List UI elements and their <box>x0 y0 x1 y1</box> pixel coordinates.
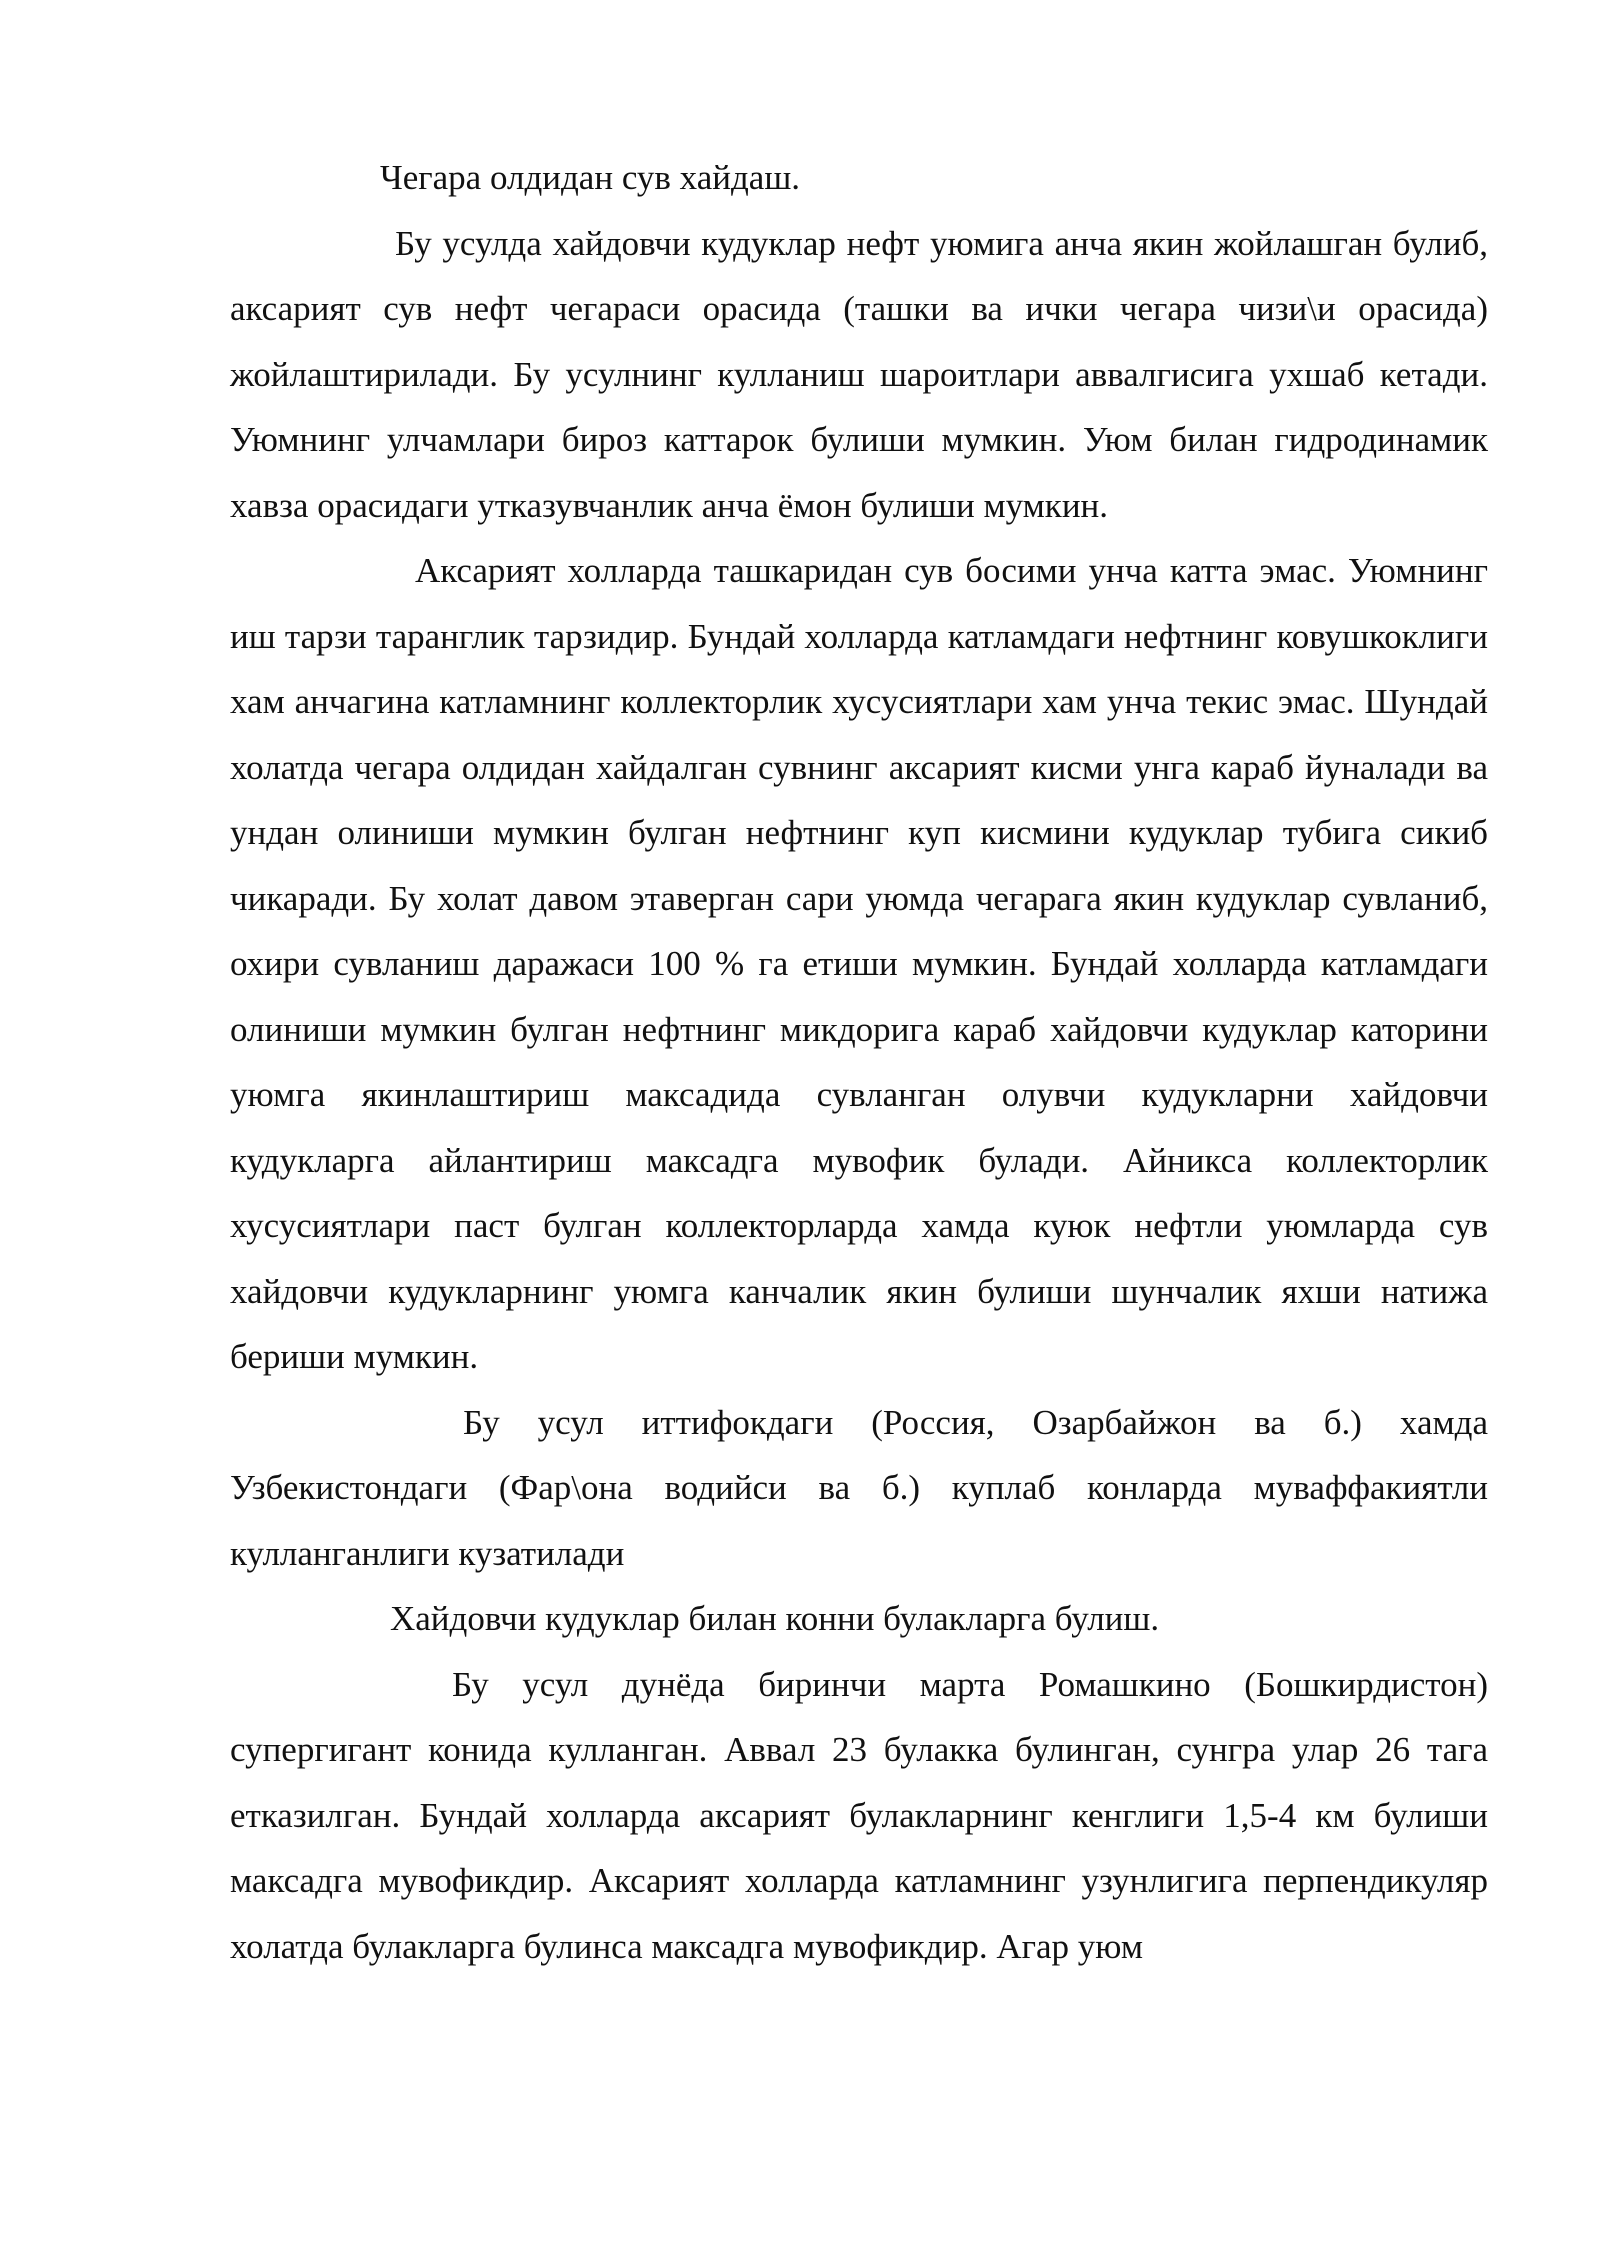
section-heading-block-division: Хайдовчи кудуклар билан конни булакларга булиш. <box>390 1599 1160 1638</box>
paragraph-romashkino-example: Бу усул дунёда биринчи марта Ромашкино (Бошкирдистон) супергигант конида кулланган. Аввал 23 булакка булинган, сунгра улар 26 тага етказилган. Бундай холларда аксарият булакларнинг кенглиги 1,5-4 км булиши максадга мувофикдир. Аксарият холларда катламнинг узунлигига перпендикуляр холатда булакларга булинса максадга мувофикдир. Агар уюм <box>230 1664 1488 1966</box>
paragraph-method-description: Бу усулда хайдовчи кудуклар нефт уюмига анча якин жойлашган булиб, аксарият сув нефт чегараси орасида (ташки ва ички чегара чизи\и орасида) жойлаштирилади. Бу усулнинг кулланиш шароитлари аввалгисига ухшаб кетади. Уюмнинг улчамлари бироз каттарок булиши мумкин. Уюм билан гидродинамик хавза орасидаги утказувчанлик анча ёмон булиши мумкин. <box>230 223 1488 525</box>
paragraph-application-examples: Бу усул иттифокдаги (Россия, Озарбайжон ва б.) хамда Узбекистондаги (Фар\она водийси ва б.) куплаб конларда муваффакиятли кулланганлиги кузатилади <box>230 1402 1488 1573</box>
section-heading-water-injection-near-contour: Чегара олдидан сув хайдаш. <box>380 158 801 197</box>
document-body <box>230 145 1488 1979</box>
paragraph-reservoir-conditions: Аксарият холларда ташкаридан сув босими унча катта эмас. Уюмнинг иш тарзи таранглик тарзидир. Бундай холларда катламдаги нефтнинг ковушкоклиги хам анчагина катламнинг коллекторлик хусусиятлари хам унча текис эмас. Шундай холатда чегара олдидан хайдалган сувнинг аксарият кисми унга караб йуналади ва ундан олиниши мумкин булган нефтнинг куп кисмини кудуклар тубига сикиб чикаради. Бу холат давом этаверган сари уюмда чегарага якин кудуклар сувланиб, охири сувланиш даражаси 100 % га етиши мумкин. Бундай холларда катламдаги олиниши мумкин булган нефтнинг микдорига караб хайдовчи кудуклар каторини уюмга якинлаштириш максадида сувланган олувчи кудукларни хайдовчи кудукларга айлантириш максадга мувофик булади. Айникса коллекторлик хусусиятлари паст булган коллекторларда хамда куюк нефтли уюмларда сув хайдовчи кудукларнинг уюмга канчалик якин булиши шунчалик яхши натижа бериши мумкин. <box>230 551 1488 1376</box>
